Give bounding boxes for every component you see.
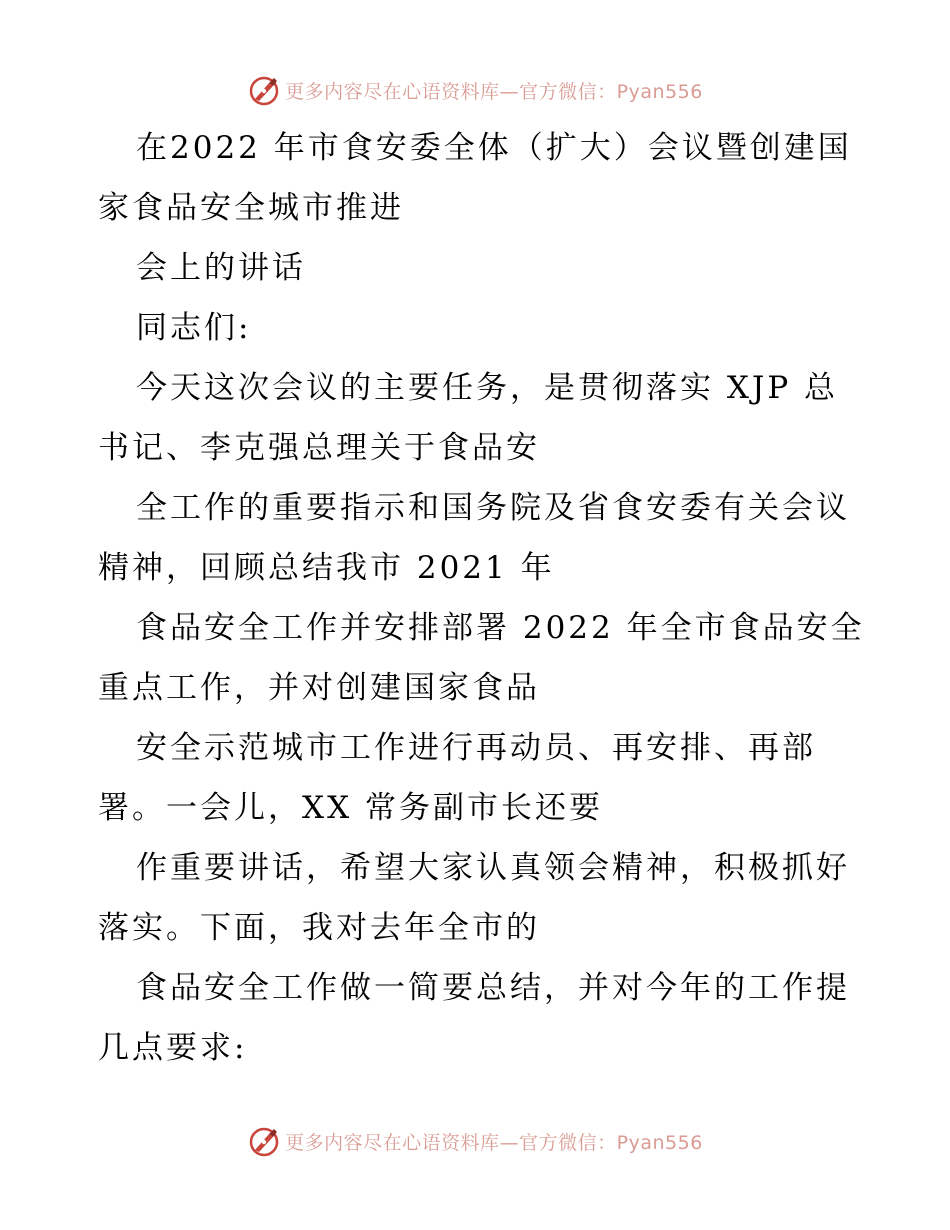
pen-logo-icon: [247, 73, 281, 107]
text-line: 书记、李克强总理关于食品安: [98, 430, 540, 466]
text-line: 精神，回顾总结我市 2021 年: [98, 550, 555, 586]
text-line: 家食品安全城市推进: [98, 190, 404, 226]
text-line: 会上的讲话: [136, 250, 306, 286]
text-line: 落实。下面，我对去年全市的: [98, 910, 540, 946]
text-line: 重点工作，并对创建国家食品: [98, 670, 540, 706]
text-line: 同志们:: [136, 310, 252, 346]
text-line: 食品安全工作做一简要总结，并对今年的工作提: [136, 970, 850, 1006]
header-watermark: [0, 70, 950, 110]
text-line: 今天这次会议的主要任务，是贯彻落实 XJP 总: [136, 370, 839, 406]
watermark-text: 更多内容尽在心语资料库—官方微信：Pyan556: [285, 1131, 703, 1154]
text-line: 在2022 年市食安委全体（扩大）会议暨创建国: [136, 130, 852, 166]
document-body: [98, 118, 865, 1078]
text-line: 全工作的重要指示和国务院及省食安委有关会议: [136, 490, 850, 526]
pen-logo-icon: [247, 1124, 281, 1158]
text-line: 署。一会儿，XX 常务副市长还要: [98, 790, 603, 826]
footer-watermark: [0, 1121, 950, 1161]
watermark-text: 更多内容尽在心语资料库—官方微信：Pyan556: [285, 80, 703, 103]
text-line: 食品安全工作并安排部署 2022 年全市食品安全: [136, 610, 865, 646]
text-line: 安全示范城市工作进行再动员、再安排、再部: [136, 730, 816, 766]
text-line: 作重要讲话，希望大家认真领会精神，积极抓好: [136, 850, 850, 886]
text-line: 几点要求:: [98, 1030, 248, 1066]
